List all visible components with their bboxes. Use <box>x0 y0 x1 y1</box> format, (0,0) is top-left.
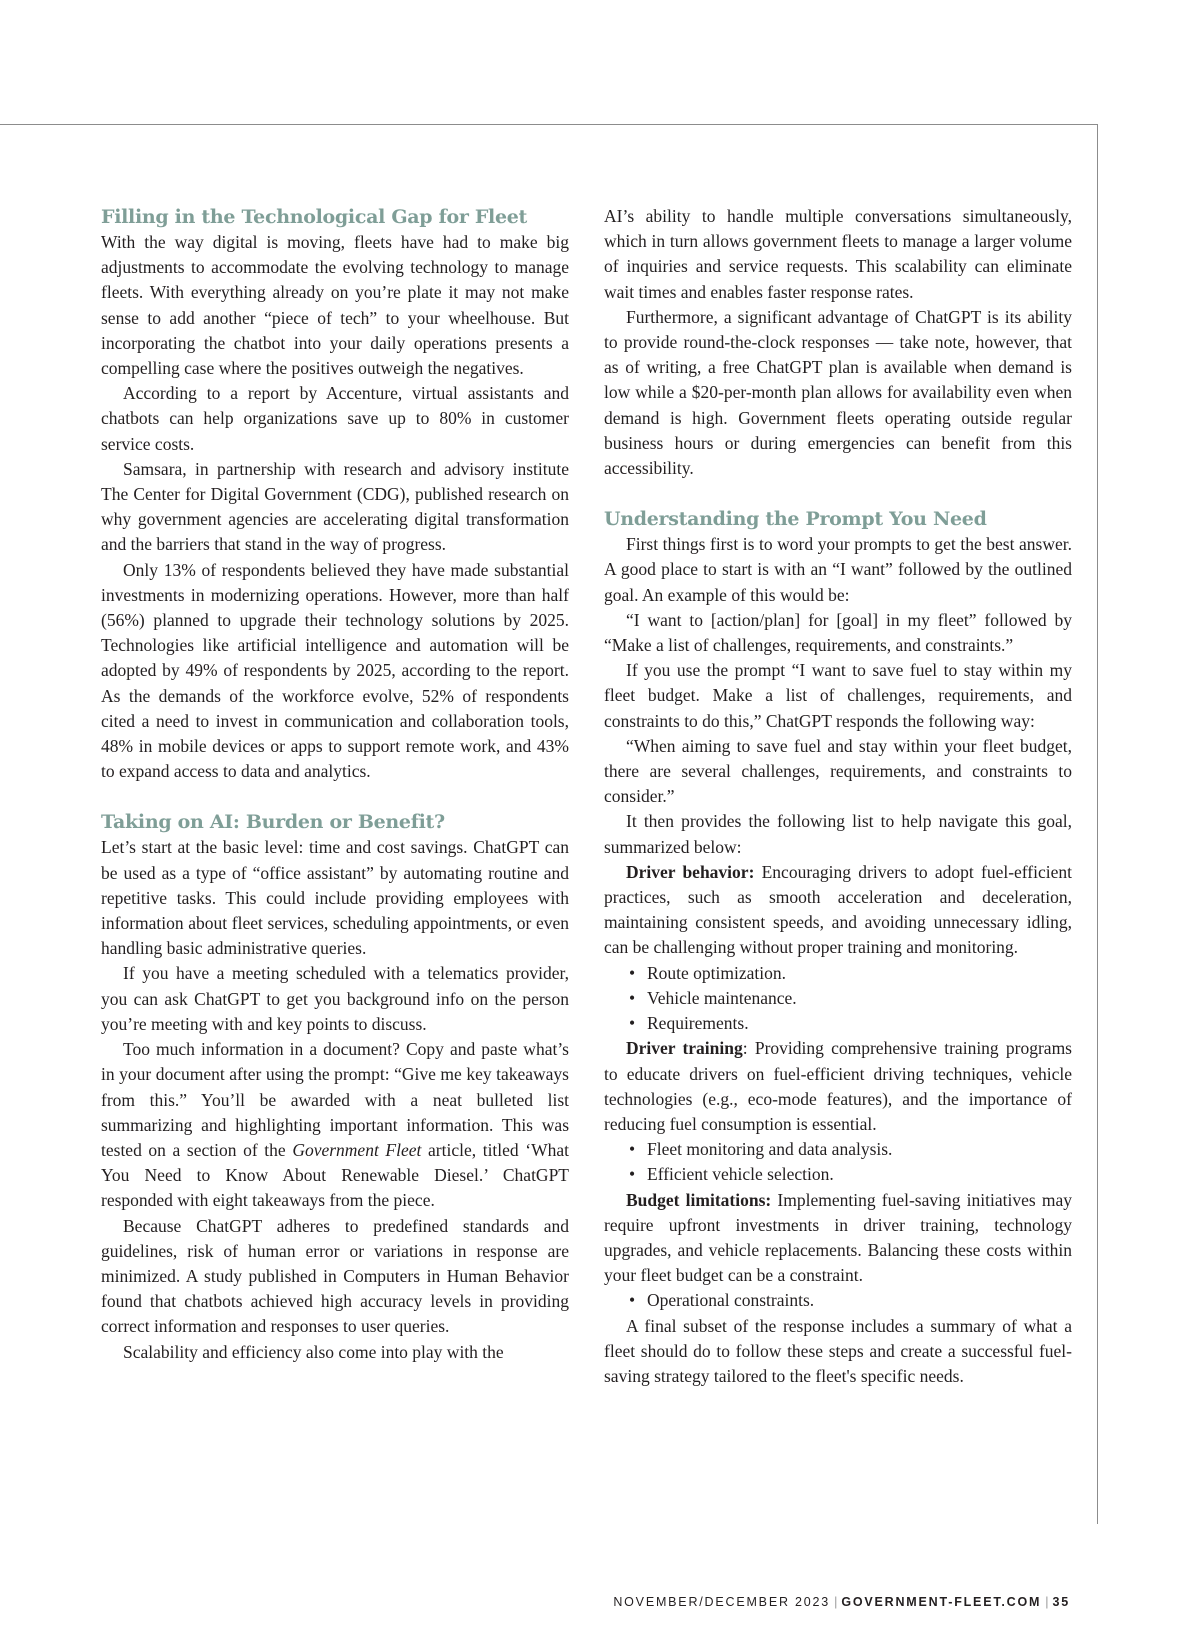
paragraph: According to a report by Accenture, virtual assistants and chatbots can help organizations save up to 80% in customer service costs. <box>101 383 569 454</box>
lead-in-label: Driver behavior: <box>626 861 755 882</box>
paragraph <box>101 1037 569 1213</box>
list-item: • Fleet monitoring and data analysis. <box>604 1137 1072 1162</box>
paragraph-text: article, titled ‘What You Need to Know About Renewable Diesel.’ ChatGPT responded with eight takeaways from the piece. <box>101 1139 570 1211</box>
list-item: • Efficient vehicle selection. <box>604 1162 1072 1187</box>
lead-in-label: Budget limitations: <box>626 1189 772 1210</box>
paragraph: A final subset of the response includes a summary of what a fleet should do to follow these steps and create a successful fuel-saving strategy tailored to the fleet's specific needs. <box>604 1315 1072 1386</box>
lead-in-label: Driver training <box>626 1038 743 1059</box>
bullet-list <box>604 1288 1072 1313</box>
list-item: • Operational constraints. <box>604 1288 1072 1313</box>
paragraph-text: : Providing comprehensive training programs to educate drivers on fuel-efficient driving techniques, vehicle technologies (e.g., eco-mode features), and the importance of reducing fuel consumption is essential. <box>604 1038 1072 1134</box>
paragraph: Samsara, in partnership with research and advisory institute The Center for Digital Government (CDG), published research on why government agencies are accelerating digital transformation and the barriers that stand in the way of progress. <box>101 458 569 555</box>
right-rule <box>1097 124 1098 1524</box>
paragraph-text: Implementing fuel-saving initiatives may require upfront investments in driver training, technology upgrades, and vehicle replacements. Balancing these costs within your fleet budget can be a constraint. <box>604 1189 1072 1286</box>
paragraph: First things first is to word your prompts to get the best answer. A good place to start is with an “I want” followed by the outlined goal. An example of this would be: <box>604 534 1072 605</box>
paragraph: If you use the prompt “I want to save fuel to stay within my fleet budget. Make a list of challenges, requirements, and constraints to do this,” ChatGPT responds the following way: <box>604 660 1072 731</box>
paragraph: Scalability and efficiency also come into play with the <box>123 1341 504 1362</box>
paragraph <box>604 860 1072 961</box>
footer-separator: | <box>1045 1595 1049 1609</box>
right-column <box>604 204 1072 1389</box>
bullet-list <box>604 1137 1072 1187</box>
paragraph <box>604 1188 1072 1289</box>
section-heading: Understanding the Prompt You Need <box>604 508 987 531</box>
publication-title: Government Fleet <box>292 1139 422 1160</box>
page-footer <box>613 1595 1070 1609</box>
paragraph: “When aiming to save fuel and stay within your fleet budget, there are several challenges, requirements, and constraints to consider.” <box>604 735 1072 807</box>
paragraph: Furthermore, a significant advantage of ChatGPT is its ability to provide round-the-clock responses — take note, however, that as of writing, a free ChatGPT plan is available when demand is low while a $20-per-month plan allows for availability even when demand is high. Government fleets operating outside regular business hours or during emergencies can benefit from this accessibility. <box>604 306 1072 479</box>
page-number: 35 <box>1052 1595 1070 1609</box>
section-heading: Taking on AI: Burden or Benefit? <box>101 811 445 834</box>
paragraph: AI’s ability to handle multiple conversations simultaneously, which in turn allows government fleets to manage a larger volume of inquiries and service requests. This scalability can eliminate wait times and enables faster response rates. <box>604 206 1072 302</box>
left-column <box>101 204 569 1365</box>
paragraph: With the way digital is moving, fleets have had to make big adjustments to accommodate the evolving technology to manage fleets. With everything already on you’re plate it may not make sense to add another “piece of tech” to your wheelhouse. But incorporating the chatbot into your daily operations presents a compelling case where the positives outweigh the negatives. <box>101 232 569 379</box>
list-item: • Requirements. <box>604 1011 1072 1036</box>
footer-separator: | <box>834 1595 838 1609</box>
paragraph: Only 13% of respondents believed they have made substantial investments in modernizing operations. However, more than half (56%) planned to upgrade their technology solutions by 2025. Technologies like artificial intelligence and automation will be adopted by 49% of respondents by 2025, according to the report. As the demands of the workforce evolve, 52% of respondents cited a need to invest in communication and collaboration tools, 48% in mobile devices or apps to support remote work, and 43% to expand access to data and analytics. <box>101 559 569 782</box>
paragraph: “I want to [action/plan] for [goal] in my fleet” followed by “Make a list of challenges, requirements, and constraints.” <box>604 609 1072 656</box>
paragraph-text: Encouraging drivers to adopt fuel-efficient practices, such as smooth acceleration and deceleration, maintaining consistent speeds, and avoiding unnecessary idling, can be challenging without proper training and monitoring. <box>604 861 1072 958</box>
list-item: • Route optimization. <box>604 961 1072 986</box>
list-item: • Vehicle maintenance. <box>604 986 1072 1011</box>
paragraph: If you have a meeting scheduled with a telematics provider, you can ask ChatGPT to get you background info on the person you’re meeting with and key points to discuss. <box>101 963 569 1034</box>
bullet-list <box>604 961 1072 1037</box>
paragraph: It then provides the following list to help navigate this goal, summarized below: <box>604 811 1072 857</box>
paragraph: Let’s start at the basic level: time and cost savings. ChatGPT can be used as a type of “office assistant” by automating routine and repetitive tasks. This could include providing employees with information about fleet services, scheduling appointments, or even handling basic administrative queries. <box>101 837 569 959</box>
paragraph: Because ChatGPT adheres to predefined standards and guidelines, risk of human error or variations in response are minimized. A study published in Computers in Human Behavior found that chatbots achieved high accuracy levels in providing correct information and responses to user queries. <box>101 1215 569 1337</box>
paragraph <box>604 1036 1072 1137</box>
top-rule <box>0 124 1098 125</box>
section-heading: Filling in the Technological Gap for Fleet <box>101 206 528 228</box>
paragraph-text: Too much information in a document? Copy and paste what’s in your document after using the prompt: “Give me key takeaways from this.” You’ll be awarded with a neat bulleted list summarizing and highlighting important information. This was tested on a section of the <box>101 1039 569 1160</box>
issue-date: NOVEMBER/DECEMBER 2023 <box>613 1595 831 1609</box>
site-name: GOVERNMENT-FLEET.COM <box>841 1595 1042 1609</box>
